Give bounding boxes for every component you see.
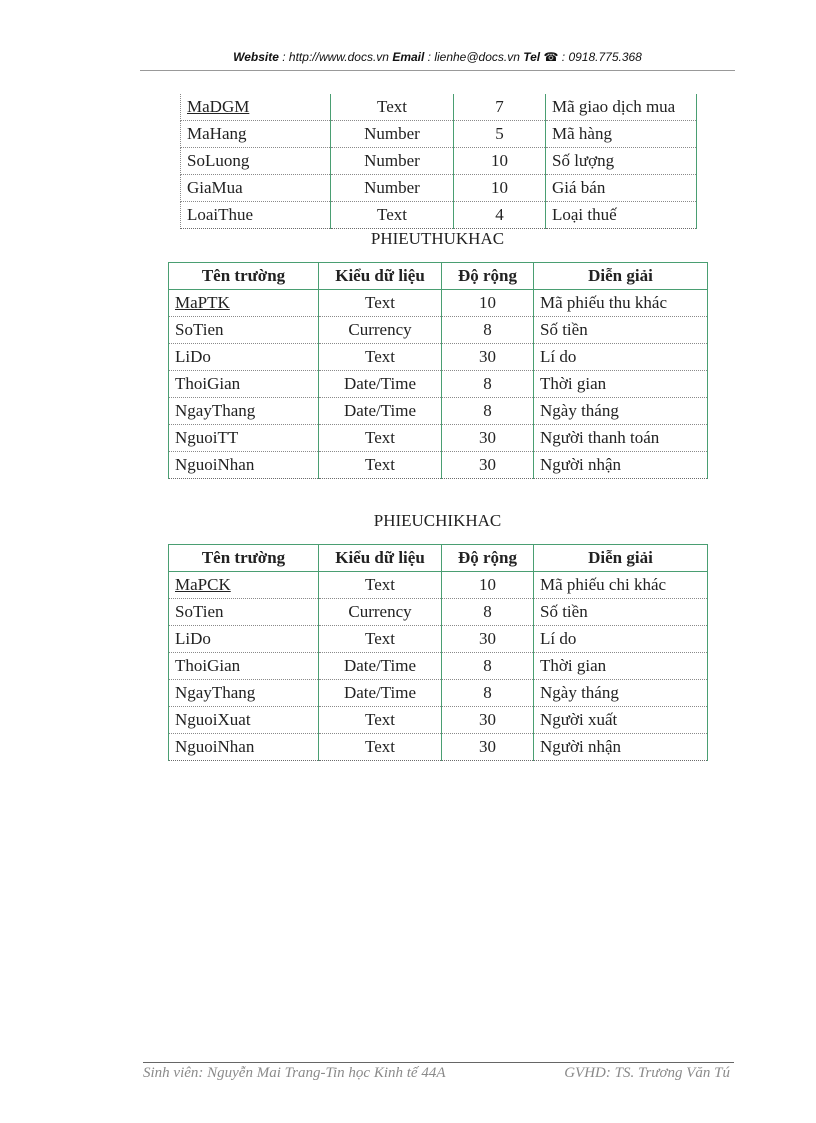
cell-kieu-du-lieu: Text <box>319 734 442 761</box>
cell-do-rong: 7 <box>454 94 546 121</box>
caption-phieuthukhac: PHIEUTHUKHAC <box>370 229 505 248</box>
cell-ten-truong: NguoiTT <box>169 425 319 452</box>
table-row <box>169 626 708 653</box>
cell-ten-truong: NgayThang <box>169 680 319 707</box>
table-giao-dich-mua <box>180 94 697 229</box>
cell-ten-truong: SoLuong <box>181 148 331 175</box>
header-divider <box>140 70 735 71</box>
table-row <box>169 371 708 398</box>
cell-ten-truong: MaHang <box>181 121 331 148</box>
table-row <box>169 599 708 626</box>
cell-dien-giai: Số tiền <box>534 599 708 626</box>
cell-dien-giai: Người thanh toán <box>534 425 708 452</box>
header-ten-truong: Tên trường <box>169 545 319 572</box>
cell-dien-giai: Ngày tháng <box>534 398 708 425</box>
table-row <box>169 653 708 680</box>
cell-kieu-du-lieu: Number <box>331 175 454 202</box>
cell-do-rong: 8 <box>442 680 534 707</box>
cell-kieu-du-lieu: Date/Time <box>319 680 442 707</box>
cell-do-rong: 5 <box>454 121 546 148</box>
cell-dien-giai: Người nhận <box>534 734 708 761</box>
table-row <box>181 121 697 148</box>
cell-do-rong: 10 <box>442 290 534 317</box>
cell-ten-truong <box>181 94 331 121</box>
table-phieuchikhac <box>168 544 708 761</box>
cell-do-rong: 30 <box>442 344 534 371</box>
table3-body <box>169 572 708 761</box>
cell-ten-truong: LiDo <box>169 626 319 653</box>
cell-do-rong: 8 <box>442 371 534 398</box>
cell-kieu-du-lieu: Text <box>319 290 442 317</box>
footer-advisor: GVHD: TS. Trương Văn Tú <box>564 1065 730 1081</box>
tel-value: : 0918.775.368 <box>558 50 642 64</box>
cell-dien-giai: Giá bán <box>546 175 697 202</box>
cell-ten-truong: GiaMua <box>181 175 331 202</box>
cell-do-rong: 10 <box>454 148 546 175</box>
table-row <box>181 202 697 229</box>
cell-dien-giai: Thời gian <box>534 371 708 398</box>
cell-dien-giai: Lí do <box>534 626 708 653</box>
table-row <box>169 317 708 344</box>
header-do-rong: Độ rộng <box>442 545 534 572</box>
cell-ten-truong: LiDo <box>169 344 319 371</box>
primary-key-field: MaPTK <box>175 293 230 312</box>
cell-kieu-du-lieu: Date/Time <box>319 653 442 680</box>
cell-dien-giai: Mã phiếu thu khác <box>534 290 708 317</box>
header-do-rong: Độ rộng <box>442 263 534 290</box>
cell-dien-giai: Người xuất <box>534 707 708 734</box>
cell-ten-truong: NgayThang <box>169 398 319 425</box>
cell-ten-truong: NguoiNhan <box>169 452 319 479</box>
caption-phieuchikhac: PHIEUCHIKHAC <box>373 511 502 530</box>
cell-kieu-du-lieu: Text <box>331 202 454 229</box>
header-ten-truong: Tên trường <box>169 263 319 290</box>
cell-kieu-du-lieu: Text <box>319 626 442 653</box>
table-row <box>181 94 697 121</box>
cell-kieu-du-lieu: Text <box>319 425 442 452</box>
cell-dien-giai: Số tiền <box>534 317 708 344</box>
table-header-row <box>169 545 708 572</box>
cell-kieu-du-lieu: Text <box>319 707 442 734</box>
cell-do-rong: 8 <box>442 317 534 344</box>
cell-kieu-du-lieu: Date/Time <box>319 398 442 425</box>
cell-kieu-du-lieu: Text <box>319 344 442 371</box>
table-row <box>169 734 708 761</box>
cell-ten-truong: NguoiNhan <box>169 734 319 761</box>
table-row <box>169 707 708 734</box>
table-phieuthukhac <box>168 262 708 479</box>
cell-kieu-du-lieu: Text <box>319 452 442 479</box>
table-row <box>169 680 708 707</box>
table-row <box>181 175 697 202</box>
cell-dien-giai: Mã giao dịch mua <box>546 94 697 121</box>
cell-kieu-du-lieu: Text <box>331 94 454 121</box>
header-dien-giai: Diễn giải <box>534 545 708 572</box>
table1-body <box>181 94 697 229</box>
cell-dien-giai: Mã phiếu chi khác <box>534 572 708 599</box>
cell-ten-truong: SoTien <box>169 317 319 344</box>
website-value: : http://www.docs.vn <box>278 50 393 64</box>
table-row <box>169 290 708 317</box>
cell-ten-truong: SoTien <box>169 599 319 626</box>
cell-do-rong: 8 <box>442 599 534 626</box>
table-row <box>169 452 708 479</box>
cell-ten-truong <box>169 290 319 317</box>
website-label: Website <box>233 50 279 64</box>
cell-ten-truong: ThoiGian <box>169 371 319 398</box>
footer-divider <box>143 1062 734 1063</box>
cell-kieu-du-lieu: Date/Time <box>319 371 442 398</box>
cell-do-rong: 30 <box>442 425 534 452</box>
primary-key-field: MaDGM <box>187 97 250 116</box>
cell-do-rong: 30 <box>442 626 534 653</box>
header-dien-giai: Diễn giải <box>534 263 708 290</box>
cell-do-rong: 8 <box>442 653 534 680</box>
cell-dien-giai: Thời gian <box>534 653 708 680</box>
cell-kieu-du-lieu: Number <box>331 148 454 175</box>
table-row <box>169 344 708 371</box>
header-kieu-du-lieu: Kiểu dữ liệu <box>319 545 442 572</box>
table2-body <box>169 290 708 479</box>
cell-kieu-du-lieu: Text <box>319 572 442 599</box>
cell-dien-giai: Số lượng <box>546 148 697 175</box>
table-header-row <box>169 263 708 290</box>
cell-dien-giai: Lí do <box>534 344 708 371</box>
email-label: Email <box>392 50 425 64</box>
table-row <box>181 148 697 175</box>
tel-label: Tel <box>523 50 541 64</box>
cell-ten-truong: LoaiThue <box>181 202 331 229</box>
page-header <box>140 50 735 64</box>
cell-ten-truong <box>169 572 319 599</box>
footer-student: Sinh viên: Nguyễn Mai Trang-Tin học Kinh tế 44A <box>143 1065 446 1081</box>
table-row <box>169 572 708 599</box>
email-value: : lienhe@docs.vn <box>424 50 524 64</box>
primary-key-field: MaPCK <box>175 575 231 594</box>
cell-do-rong: 4 <box>454 202 546 229</box>
cell-do-rong: 30 <box>442 452 534 479</box>
cell-ten-truong: NguoiXuat <box>169 707 319 734</box>
cell-kieu-du-lieu: Number <box>331 121 454 148</box>
cell-kieu-du-lieu: Currency <box>319 599 442 626</box>
cell-dien-giai: Người nhận <box>534 452 708 479</box>
phone-icon: ☎ <box>543 50 559 64</box>
cell-dien-giai: Mã hàng <box>546 121 697 148</box>
cell-do-rong: 30 <box>442 707 534 734</box>
cell-dien-giai: Loại thuế <box>546 202 697 229</box>
cell-dien-giai: Ngày tháng <box>534 680 708 707</box>
cell-ten-truong: ThoiGian <box>169 653 319 680</box>
cell-do-rong: 30 <box>442 734 534 761</box>
cell-kieu-du-lieu: Currency <box>319 317 442 344</box>
cell-do-rong: 8 <box>442 398 534 425</box>
table-row <box>169 425 708 452</box>
cell-do-rong: 10 <box>442 572 534 599</box>
header-kieu-du-lieu: Kiểu dữ liệu <box>319 263 442 290</box>
cell-do-rong: 10 <box>454 175 546 202</box>
table-row <box>169 398 708 425</box>
